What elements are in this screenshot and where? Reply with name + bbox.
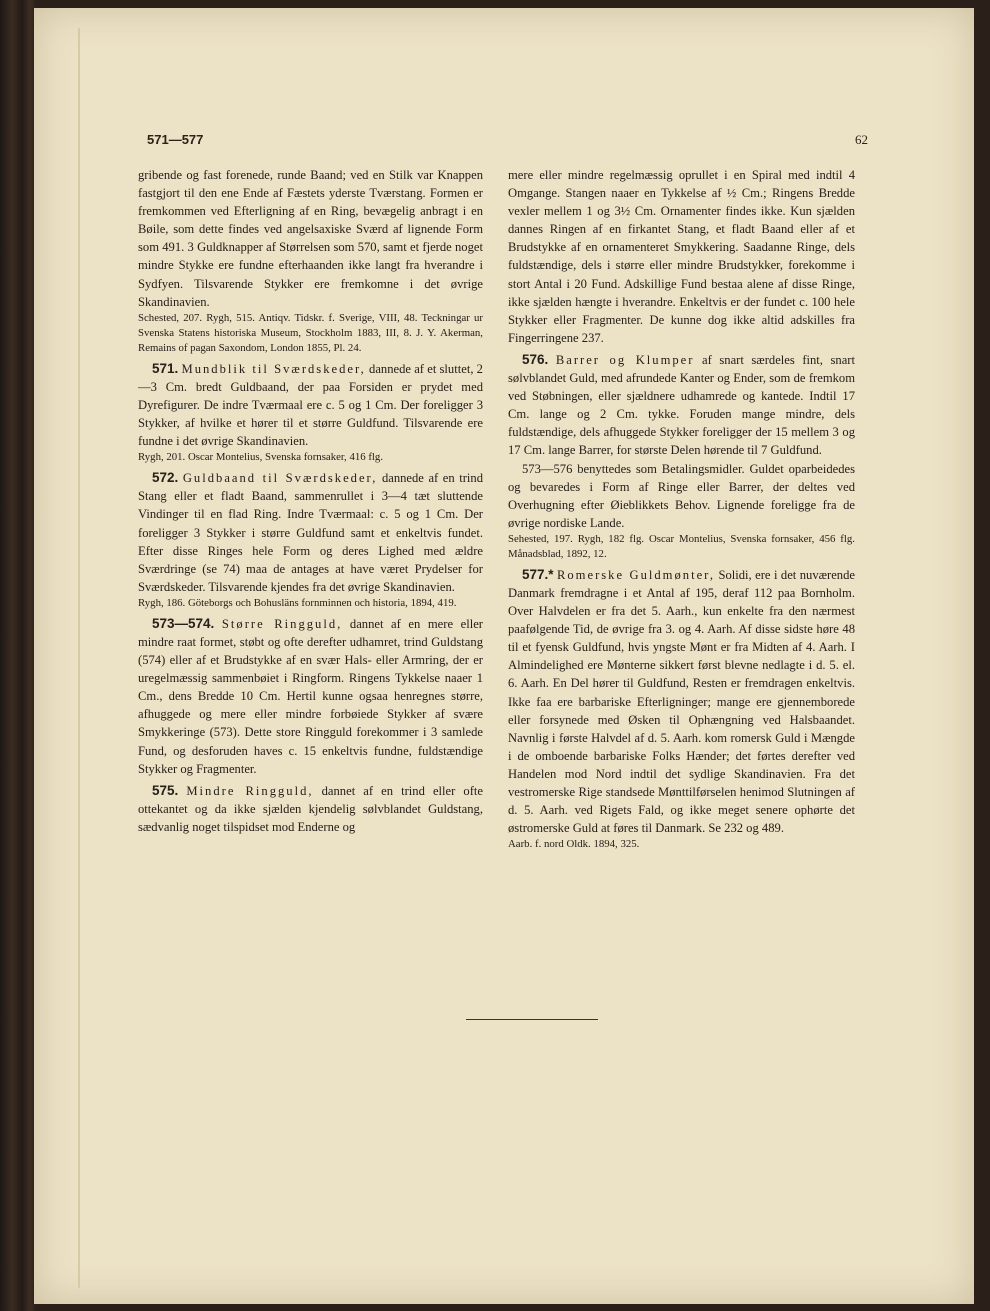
- reference-note: Rygh, 186. Göteborgs och Bohusläns fornminnen och historia, 1894, 419.: [138, 596, 457, 609]
- entry-576-note: 573—576 benyttedes som Betalingsmidler. Guldet oparbeidedes og bevaredes i Form af Ringe eller Barrer, der deltes ved Overhugning efter Øieblikkets Behov. Lignende foreligge fra de øvrige nordiske Lande.: [508, 461, 855, 530]
- entry-title: Barrer og Klumper: [555, 352, 695, 367]
- running-header-range: 571—577: [147, 132, 204, 147]
- page-gutter-shadow: [78, 28, 80, 1288]
- entry-text: dannede af en trind Stang eller et fladt Baand, sammenrullet i 3—4 tæt sluttende Vindinger til en flad Ring. Indre Tværmaal: c. 5 og 1 Cm. Der foreligger 3 Stykker i større Guldfund samt et enkeltvis fundet. Efter disse Ringes hele Form og deres Lighed med ældre Sværdringe (se 74) maa de antages at have været Prydelser for Sværdskeder. Tilsvarende kjendes fra det øvrige Skandinavien.: [138, 471, 483, 594]
- entry-title: Større Ringguld,: [221, 616, 343, 631]
- page-number: 62: [855, 132, 868, 147]
- entry-text: af snart særdeles fint, snart sølvblandet Guld, med afrundede Kanter og Ender, som de fremkom ved Støbningen, eller sjældnere udhamrede og kantede. Indtil 17 Cm. lange og 2 Cm. tykke. Foruden mange mindre, dels fuldstændige, dels afhuggede Stykker foreligger der 15 mellem 3 og 17 Cm. lange Barrer, for største Delen hørende til 7 Guldfund.: [508, 352, 855, 458]
- entry-title: Guldbaand til Sværdskeder,: [182, 471, 378, 486]
- entry-571: [138, 360, 483, 450]
- intro-paragraph: gribende og fast forenede, runde Baand; ved en Stilk var Knappen fastgjort til den ene Ende af Fæstets yderste Tværstang. Formen er fremkommen ved Efterligning af en Ring, bevægelig anbragt i en Bøile, som dette findes ved angelsaxiske Sværd af lignende Form som 491. 3 Guldknapper af Størrelsen som 570, samt et fjerde noget mindre Stykke ere fundne efterhaanden ikke langt fra hverandre i Sydfyen. Tilsvarende Stykker ere fremkomne i det øvrige Skandinavien.: [138, 168, 483, 309]
- entry-title: Mindre Ringguld,: [186, 783, 314, 798]
- entry-572: [138, 469, 483, 596]
- entry-text: dannede af et sluttet, 2—3 Cm. bredt Guldbaand, der paa Forsiden er prydet med Dyrefigurer. De indre Tværmaal ere c. 5 og 1 Cm. Der foreligger 3 Stykker, af hvilke et hører til et større Guldfund. Tilsvarende ere fundne i det øvrige Skandinavien.: [138, 361, 483, 449]
- entry-number: 572.: [152, 470, 179, 486]
- section-end-rule: [466, 1019, 598, 1020]
- entry-number: 571.: [152, 360, 179, 376]
- entry-title: Romerske Guldmønter,: [556, 567, 715, 582]
- entry-title: Mundblik til Sværdskeder,: [181, 361, 366, 376]
- continuation-paragraph: mere eller mindre regelmæssig oprullet i en Spiral med indtil 4 Omgange. Stangen naaer en Tykkelse af ½ Cm.; Ringens Bredde vexler mellem 1 og 3½ Cm. Ornamenter findes ikke. Kun sjælden dannes Ringen af en firkantet Stang, et fladt Baand eller af et Brudstykke af en ornamenteret Smykkering. Saadanne Ringe, dels fuldstændige, dels i større eller mindre Brudstykker, forekomme i stort Antal i 20 Fund. Adskillige Fund bestaa alene af disse Ringe, ikke sjælden hængte i hverandre. Enkeltvis er der fundet c. 100 hele Stykker eller Fragmenter. De kunne dog ikke altid adskilles fra Fingerringene 237.: [508, 168, 855, 345]
- right-column: [508, 166, 855, 852]
- entry-number: 575.: [152, 782, 179, 798]
- entry-text: dannet af en mere eller mindre raat formet, støbt og ofte derefter udhamret, trind Guldstang (574) eller af et Brudstykke af en svær Hals- eller Armring, der er uregelmæssig sammenbøiet i Ringform. Ringens Tykkelse naaer 1 Cm., dens Bredde 10 Cm. Hertil kunne ogsaa henregnes større, afhuggede og mere eller mindre forbøiede Stykker af svære Smykkeringe (573). Dette store Ringguld forekommer i 3 samlede Fund, og desforuden haves c. 15 enkeltvis fundne, fuldstændige Stykker og Fragmenter.: [138, 616, 483, 776]
- entry-number: 573—574.: [152, 615, 215, 631]
- reference-note: Sehested, 197. Rygh, 182 flg. Oscar Montelius, Svenska fornsaker, 456 flg. Månadsblad, 1892, 12.: [508, 532, 855, 560]
- left-column: [138, 166, 483, 836]
- reference-note: Rygh, 201. Oscar Montelius, Svenska fornsaker, 416 flg.: [138, 451, 384, 464]
- reference-note: Aarb. f. nord Oldk. 1894, 325.: [508, 838, 640, 851]
- entry-576: [508, 351, 855, 460]
- entry-number: 576.: [522, 351, 549, 367]
- entry-number: 577.*: [522, 566, 554, 582]
- entry-575: [138, 782, 483, 836]
- entry-text: Solidi, ere i det nuværende Danmark fremdragne i et Antal af 195, deraf 112 paa Bornholm. Over Halvdelen er fra det 5. Aarh., kun enkelte fra den nærmest paafølgende Tid, de øvrige fra 3. og 4. Aarh. Af disse sidste høre 48 til et fyensk Guldfund, hvis yngste Mønt er fra Midten af 4. Aarh. I Almindelighed ere Mønterne sikkert først blevne nedlagte i d. 5. el. 6. Aarh. En Del hører til Guldfund, Resten er fremdragen enkeltvis. Ikke faa ere barbariske Efterligninger; mange ere gjennemborede eller forsynede med Øsken til Ophængning ved Halsbaandet. Navnlig i første Halvdel af d. 5. Aarh. kom romersk Guld i Mængde i de omboende barbariske Folks Hænder; det førtes derefter ved Handelen mod Nord indtil det sydlige Skandinavien. Fra det vestromerske Rige standsede Mønttilførselen henimod Slutningen af d. 5. Aarh. ved Rigets Fald, og ikke meget senere ophørte det østromerske Guld at føres til Danmark. Se 232 og 489.: [508, 567, 855, 836]
- entry-577: [508, 566, 855, 837]
- entry-text: dannet af en trind eller ofte ottekantet og da ikke sjælden kjendelig sølvblandet Guldstang, sædvanlig noget tilspidset mod Enderne og: [138, 783, 483, 834]
- reference-note: Schested, 207. Rygh, 515. Antiqv. Tidskr. f. Sverige, VIII, 48. Teckningar ur Svenska Statens historiska Museum, Stockholm 1883, III, 8. J. Y. Akerman, Remains of pagan Saxondom, London 1855, Pl. 24.: [138, 311, 483, 354]
- entry-573-574: [138, 615, 483, 778]
